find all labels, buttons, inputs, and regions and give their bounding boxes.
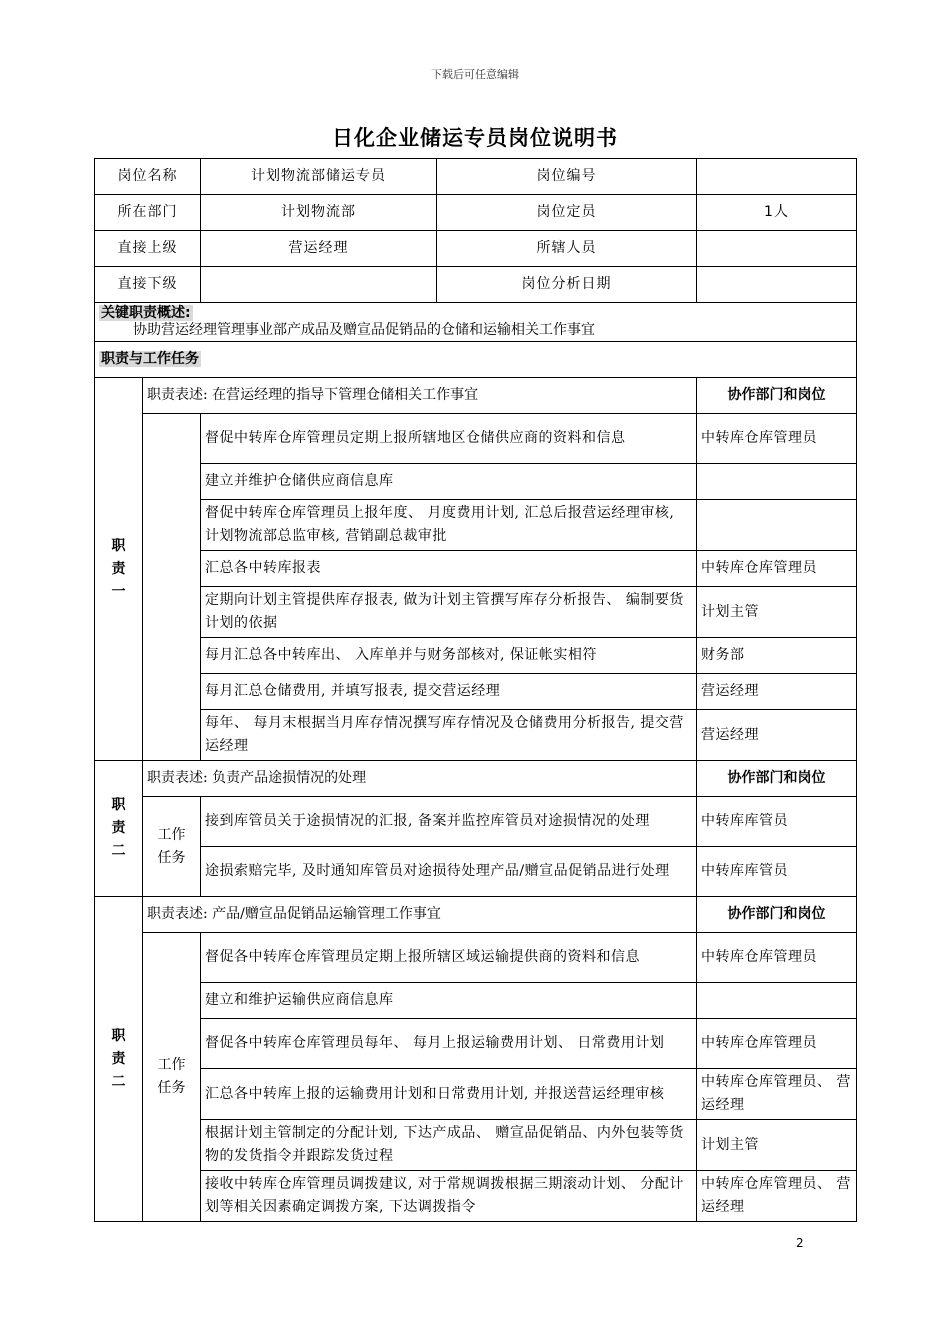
task-coop: 中转库仓库管理员 xyxy=(697,551,857,587)
duty1-statement-row xyxy=(95,378,857,414)
header-note: 下载后可任意编辑 xyxy=(431,68,519,81)
task-row xyxy=(95,797,857,847)
document-title: 日化企业储运专员岗位说明书 xyxy=(332,126,618,150)
info-value: 计划物流部 xyxy=(201,195,437,231)
duty2-statement: 职责表述: 负责产品途损情况的处理 xyxy=(143,761,697,797)
info-value xyxy=(697,159,857,195)
task-coop: 中转库仓库管理员 xyxy=(697,933,857,983)
summary-text: 协助营运经理管理事业部产成品及赠宣品促销品的仓储和运输相关工作事宜 xyxy=(133,322,595,338)
task-text: 建立和维护运输供应商信息库 xyxy=(201,983,697,1019)
task-text: 建立并维护仓储供应商信息库 xyxy=(201,464,697,500)
info-label: 直接上级 xyxy=(95,231,201,267)
task-text: 汇总各中转库报表 xyxy=(201,551,697,587)
task-coop xyxy=(697,983,857,1019)
job-description-table xyxy=(94,158,857,1222)
info-row xyxy=(95,231,857,267)
task-row xyxy=(95,414,857,464)
task-row xyxy=(95,500,857,551)
info-row xyxy=(95,195,857,231)
task-text: 接收中转库仓库管理员调拨建议, 对于常规调拨根据三期滚动计划、 分配计划等相关因素确定调拨方案, 下达调拨指令 xyxy=(201,1171,697,1222)
coop-header: 协作部门和岗位 xyxy=(697,761,857,797)
task-row xyxy=(95,551,857,587)
duty2-statement-row xyxy=(95,761,857,797)
task-row xyxy=(95,1019,857,1069)
page-number: 2 xyxy=(796,1236,804,1250)
task-text: 每年、 每月末根据当月库存情况撰写库存情况及仓储费用分析报告, 提交营运经理 xyxy=(201,710,697,761)
coop-header: 协作部门和岗位 xyxy=(697,378,857,414)
task-row xyxy=(95,1171,857,1222)
info-value xyxy=(201,267,437,303)
task-coop: 中转库仓库管理员、 营运经理 xyxy=(697,1069,857,1120)
duty1-work-label xyxy=(143,414,201,761)
task-row xyxy=(95,933,857,983)
task-text: 督促中转库仓库管理员定期上报所辖地区仓储供应商的资料和信息 xyxy=(201,414,697,464)
task-coop xyxy=(697,500,857,551)
task-coop: 中转库库管员 xyxy=(697,847,857,897)
task-coop: 计划主管 xyxy=(697,587,857,638)
info-label: 所在部门 xyxy=(95,195,201,231)
task-row xyxy=(95,1069,857,1120)
task-coop: 财务部 xyxy=(697,638,857,674)
task-coop: 营运经理 xyxy=(697,674,857,710)
coop-header: 协作部门和岗位 xyxy=(697,897,857,933)
task-row xyxy=(95,1120,857,1171)
info-label: 岗位分析日期 xyxy=(437,267,697,303)
info-label: 岗位编号 xyxy=(437,159,697,195)
duty3-work-label: 工作 任务 xyxy=(143,933,201,1222)
task-row xyxy=(95,710,857,761)
duty2-label: 职 责 二 xyxy=(95,761,143,897)
info-label: 所辖人员 xyxy=(437,231,697,267)
task-text: 督促中转库仓库管理员上报年度、 月度费用计划, 汇总后报营运经理审核, 计划物流部总监审核, 营销副总裁审批 xyxy=(201,500,697,551)
task-text: 接到库管员关于途损情况的汇报, 备案并监控库管员对途损情况的处理 xyxy=(201,797,697,847)
task-row xyxy=(95,587,857,638)
task-text: 汇总各中转库上报的运输费用计划和日常费用计划, 并报送营运经理审核 xyxy=(201,1069,697,1120)
duties-heading-cell xyxy=(95,342,857,378)
task-text: 每月汇总仓储费用, 并填写报表, 提交营运经理 xyxy=(201,674,697,710)
task-text: 定期向计划主管提供库存报表, 做为计划主管撰写库存分析报告、 编制要货计划的依据 xyxy=(201,587,697,638)
info-value: 营运经理 xyxy=(201,231,437,267)
task-coop: 中转库仓库管理员 xyxy=(697,1019,857,1069)
info-value: 计划物流部储运专员 xyxy=(201,159,437,195)
info-label: 直接下级 xyxy=(95,267,201,303)
info-label: 岗位定员 xyxy=(437,195,697,231)
task-row xyxy=(95,638,857,674)
duties-heading-row xyxy=(95,342,857,378)
task-coop: 中转库库管员 xyxy=(697,797,857,847)
summary-heading: 关键职责概述: xyxy=(101,305,191,321)
info-label: 岗位名称 xyxy=(95,159,201,195)
task-row xyxy=(95,847,857,897)
info-row xyxy=(95,159,857,195)
task-text: 途损索赔完毕, 及时通知库管员对途损待处理产品/赠宣品促销品进行处理 xyxy=(201,847,697,897)
summary-row xyxy=(95,303,857,342)
task-coop: 营运经理 xyxy=(697,710,857,761)
task-coop xyxy=(697,464,857,500)
task-coop: 中转库仓库管理员、 营运经理 xyxy=(697,1171,857,1222)
summary-cell xyxy=(95,303,857,342)
task-text: 每月汇总各中转库出、 入库单并与财务部核对, 保证帐实相符 xyxy=(201,638,697,674)
duty2-work-label: 工作 任务 xyxy=(143,797,201,897)
info-value xyxy=(697,231,857,267)
task-row xyxy=(95,983,857,1019)
duty3-statement: 职责表述: 产品/赠宣品促销品运输管理工作事宜 xyxy=(143,897,697,933)
task-row xyxy=(95,674,857,710)
duty3-label: 职 责 二 xyxy=(95,897,143,1222)
duty3-statement-row xyxy=(95,897,857,933)
duty1-label: 职 责 一 xyxy=(95,378,143,761)
task-text: 督促各中转库仓库管理员定期上报所辖区域运输提供商的资料和信息 xyxy=(201,933,697,983)
task-text: 督促各中转库仓库管理员每年、 每月上报运输费用计划、 日常费用计划 xyxy=(201,1019,697,1069)
task-text: 根据计划主管制定的分配计划, 下达产成品、 赠宣品促销品、内外包装等货物的发货指令并跟踪发货过程 xyxy=(201,1120,697,1171)
info-value: 1人 xyxy=(697,195,857,231)
task-row xyxy=(95,464,857,500)
task-coop: 计划主管 xyxy=(697,1120,857,1171)
info-value xyxy=(697,267,857,303)
task-coop: 中转库仓库管理员 xyxy=(697,414,857,464)
info-row xyxy=(95,267,857,303)
duty1-statement: 职责表述: 在营运经理的指导下管理仓储相关工作事宜 xyxy=(143,378,697,414)
duties-heading: 职责与工作任务 xyxy=(101,351,199,367)
